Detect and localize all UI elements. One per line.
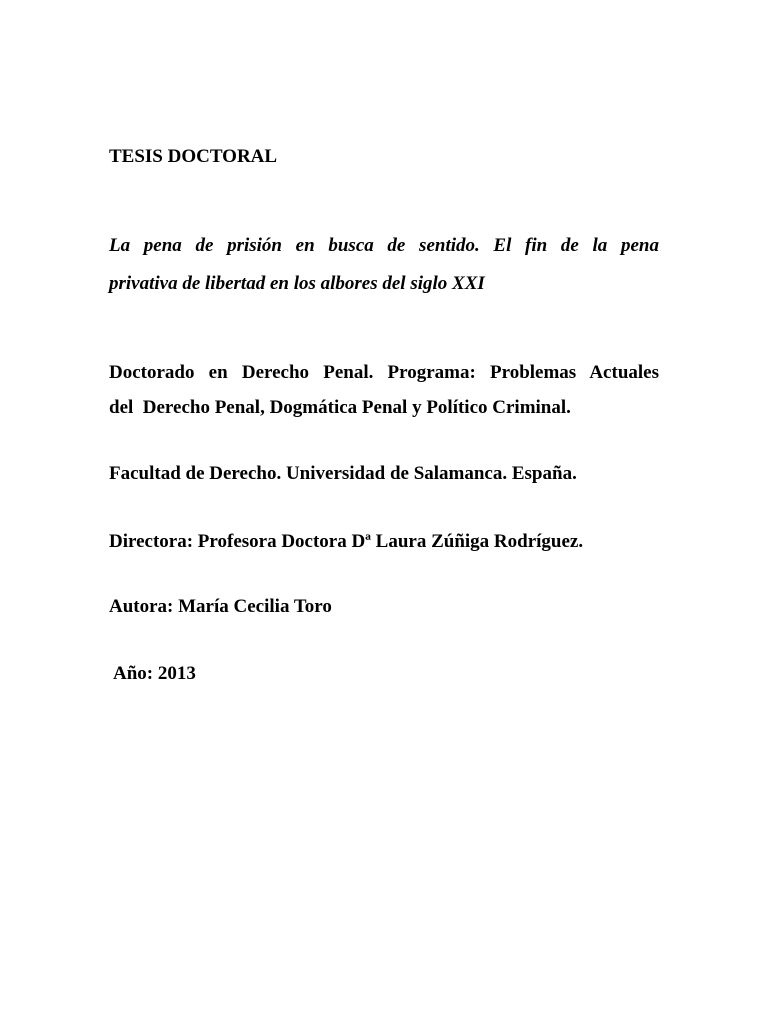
director-info: Directora: Profesora Doctora Dª Laura Zúñiga Rodríguez. — [109, 531, 584, 552]
document-heading: TESIS DOCTORAL — [109, 146, 278, 167]
doctoral-program-line-1: Doctorado en Derecho Penal. Programa: Problemas Actuales — [109, 362, 659, 383]
author-info: Autora: María Cecilia Toro — [109, 596, 332, 617]
thesis-title-line-1: La pena de prisión en busca de sentido. El fin de la pena — [109, 235, 659, 256]
thesis-title-line-2: privativa de libertad en los albores del siglo XXI — [109, 273, 485, 294]
doctoral-program-line-2: del Derecho Penal, Dogmática Penal y Político Criminal. — [109, 397, 571, 418]
year-info: Año: 2013 — [113, 663, 196, 684]
doctoral-program — [109, 355, 659, 425]
thesis-title — [109, 227, 659, 303]
faculty-info: Facultad de Derecho. Universidad de Salamanca. España. — [109, 463, 577, 484]
